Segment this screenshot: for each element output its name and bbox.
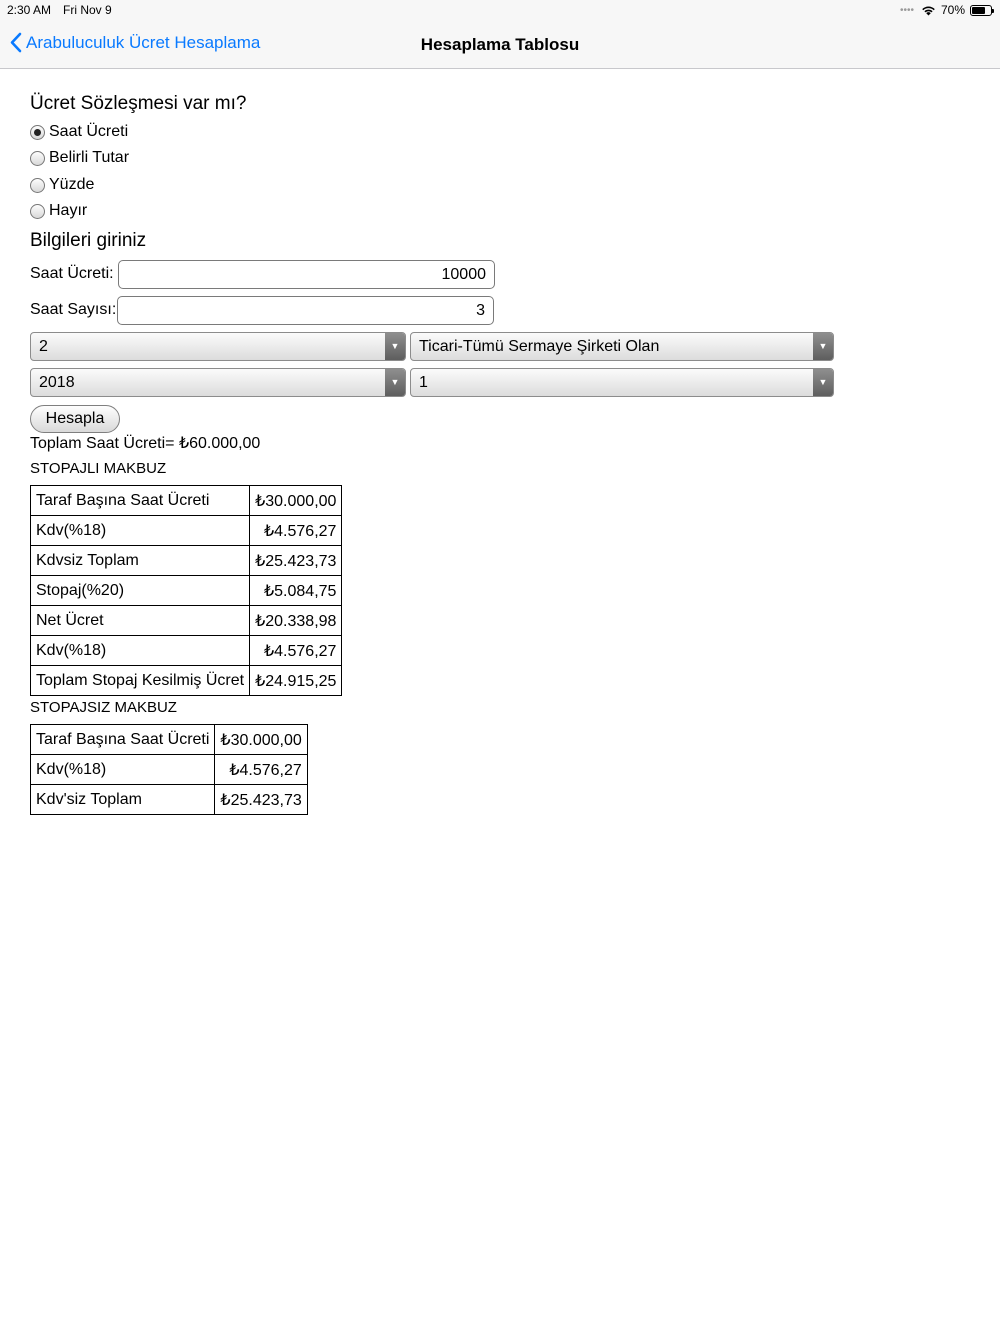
dropdown-arrow-icon: ▼ [813, 333, 833, 360]
radio-label: Yüzde [49, 176, 95, 193]
hourly-fee-label: Saat Ücreti: [30, 265, 114, 282]
row-value: ₺25.423,73 [215, 785, 307, 815]
row-value: ₺4.576,27 [250, 516, 342, 546]
row-value: ₺4.576,27 [215, 755, 307, 785]
party-count-select[interactable] [30, 332, 406, 361]
stopajsiz-title: STOPAJSIZ MAKBUZ [30, 699, 177, 716]
table-row [31, 785, 308, 815]
total-hourly-fee: Toplam Saat Ücreti= ₺60.000,00 [30, 435, 261, 452]
row-value: ₺20.338,98 [250, 606, 342, 636]
table-row [31, 516, 342, 546]
row-label: Stopaj(%20) [31, 576, 250, 606]
battery-level [972, 7, 985, 14]
row-value: ₺24.915,25 [250, 666, 342, 696]
row-value: ₺5.084,75 [250, 576, 342, 606]
radio-yuzde[interactable] [30, 174, 94, 196]
row-value: ₺30.000,00 [250, 486, 342, 516]
hour-count-label: Saat Sayısı: [30, 301, 117, 318]
radio-button[interactable] [30, 204, 45, 219]
table-row [31, 486, 342, 516]
row-label: Taraf Başına Saat Ücreti [31, 725, 215, 755]
year-select[interactable] [30, 368, 406, 397]
table-row [31, 755, 308, 785]
row-value: ₺25.423,73 [250, 546, 342, 576]
row-label: Kdv(%18) [31, 636, 250, 666]
radio-label: Hayır [49, 202, 88, 219]
radio-button[interactable] [30, 178, 45, 193]
row-label: Taraf Başına Saat Ücreti [31, 486, 250, 516]
radio-button[interactable] [30, 151, 45, 166]
radio-label: Belirli Tutar [49, 149, 130, 166]
table-row [31, 546, 342, 576]
status-time: 2:30 AM [7, 3, 52, 17]
fee-agreement-question: Ücret Sözleşmesi var mı? [30, 93, 247, 114]
hour-count-input[interactable]: 3 [117, 296, 494, 325]
dropdown-arrow-icon: ▼ [385, 369, 405, 396]
radio-belirli-tutar[interactable] [30, 147, 129, 169]
stopajsiz-table [30, 724, 308, 815]
radio-label: Saat Ücreti [49, 123, 129, 140]
radio-hayir[interactable] [30, 200, 87, 222]
period-select[interactable] [410, 368, 834, 397]
back-button-label: Arabuluculuk Ücret Hesaplama [26, 32, 261, 52]
stopajli-table [30, 485, 342, 696]
signal-icon: •••• [899, 4, 914, 16]
table-row [31, 666, 342, 696]
row-label: Kdv(%18) [31, 516, 250, 546]
status-indicators [900, 3, 992, 17]
table-row [31, 636, 342, 666]
table-row [31, 576, 342, 606]
stopajli-title: STOPAJLI MAKBUZ [30, 460, 167, 477]
radio-button[interactable] [30, 125, 45, 140]
row-label: Net Ücret [31, 606, 250, 636]
hourly-fee-input[interactable]: 10000 [118, 260, 495, 289]
row-label: Toplam Stopaj Kesilmiş Ücret [31, 666, 250, 696]
row-value: ₺4.576,27 [250, 636, 342, 666]
row-label: Kdvsiz Toplam [31, 546, 250, 576]
dropdown-arrow-icon: ▼ [385, 333, 405, 360]
dropdown-arrow-icon: ▼ [813, 369, 833, 396]
dispute-type-select[interactable] [410, 332, 834, 361]
table-row [31, 725, 308, 755]
row-label: Kdv(%18) [31, 755, 215, 785]
select-value: Ticari-Tümü Sermaye Şirketi Olan [419, 338, 660, 355]
row-label: Kdv'siz Toplam [31, 785, 215, 815]
select-value: 2 [39, 338, 48, 355]
radio-saat-ucreti[interactable] [30, 121, 128, 143]
select-value: 1 [419, 374, 428, 391]
page-title: Hesaplama Tablosu [420, 35, 580, 54]
navigation-bar [0, 20, 1000, 69]
row-value: ₺30.000,00 [215, 725, 307, 755]
select-value: 2018 [39, 374, 75, 391]
wifi-icon [921, 5, 936, 16]
table-row [31, 606, 342, 636]
info-heading: Bilgileri giriniz [30, 230, 147, 251]
battery-icon [970, 5, 992, 16]
status-date: Fri Nov 9 [63, 3, 112, 17]
status-bar [0, 0, 1000, 20]
battery-percent: 70% [940, 3, 965, 17]
calculate-button[interactable]: Hesapla [30, 405, 120, 433]
